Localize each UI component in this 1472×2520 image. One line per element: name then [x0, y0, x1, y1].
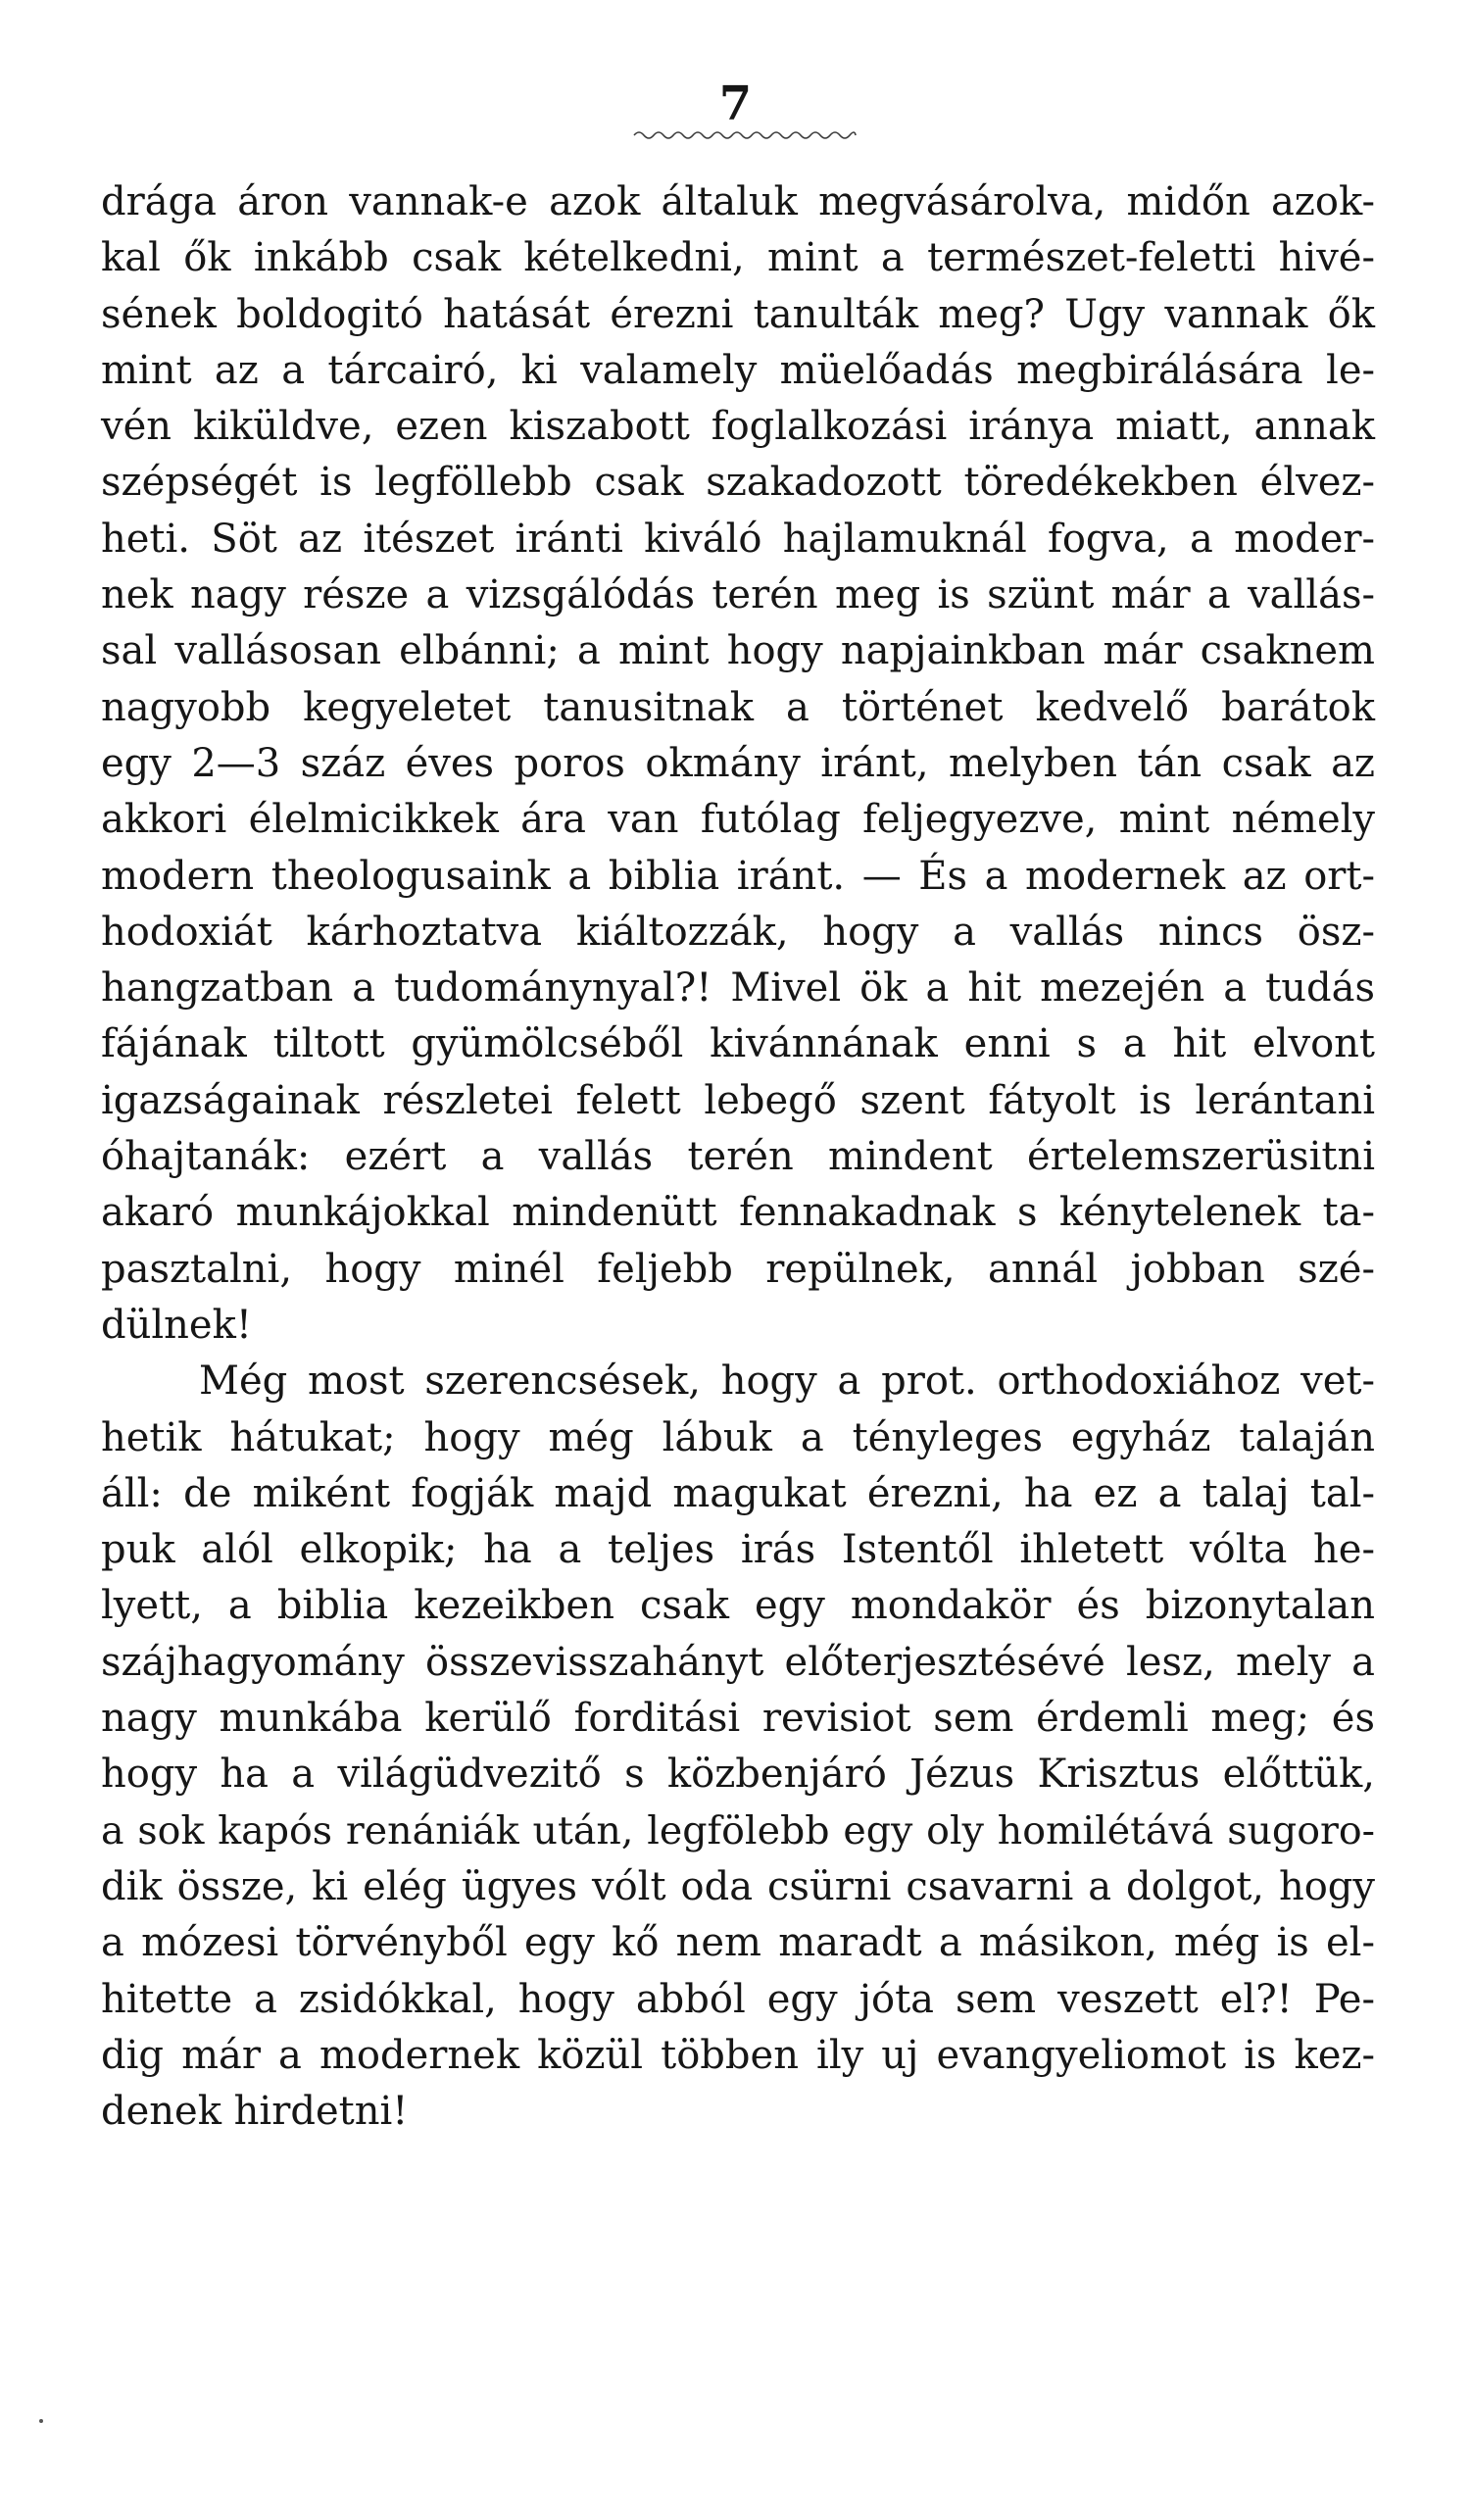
text-line: dik össze, ki elég ügyes vólt oda csürni csavarni a dolgot, hogy [101, 1863, 1375, 1909]
text-line: fájának tiltott gyümölcséből kivánnának enni s a hit elvont [101, 1021, 1375, 1067]
text-line: nagy munkába kerülő forditási revisiot sem érdemli meg; és [101, 1696, 1375, 1742]
text-line: sének boldogitó hatását érezni tanulták meg? Ugy vannak ők [101, 291, 1375, 337]
text-line: óhajtanák: ezért a vallás terén mindent értelemszerüsitni [101, 1134, 1375, 1180]
text-line: heti. Söt az itészet iránti kiváló hajlamuknál fogva, a moder- [101, 516, 1375, 562]
text-line: mint az a tárcairó, ki valamely müelőadás megbirálására le- [101, 347, 1375, 393]
body-text [101, 174, 1375, 2140]
paragraph-1 [101, 174, 1375, 1354]
text-line: vén kiküldve, ezen kiszabott foglalkozási iránya miatt, annak [101, 404, 1375, 450]
text-line: hogy ha a világüdvezitő s közbenjáró Jézus Krisztus előttük, [101, 1752, 1375, 1798]
text-line: kal ők inkább csak kételkedni, mint a természet-feletti hivé- [101, 235, 1375, 281]
page-number: 7 [718, 76, 754, 131]
text-line: modern theologusaink a biblia iránt. — És a modernek az ort- [101, 853, 1375, 899]
text-line: egy 2—3 száz éves poros okmány iránt, melyben tán csak az [101, 740, 1375, 786]
text-line: hetik hátukat; hogy még lábuk a tényleges egyház talaján [101, 1414, 1375, 1460]
wavy-ornament-icon [632, 128, 858, 142]
text-line: drága áron vannak-e azok általuk megvásárolva, midőn azok- [101, 179, 1375, 224]
text-line: nagyobb kegyeletet tanusitnak a történet kedvelő barátok [101, 684, 1375, 730]
text-line: puk alól elkopik; ha a teljes irás Istentől ihletett vólta he- [101, 1527, 1375, 1573]
text-line: pasztalni, hogy minél feljebb repülnek, annál jobban szé- [101, 1246, 1375, 1292]
text-line: a sok kapós renániák után, legfölebb egy oly homilétává sugoro- [101, 1807, 1375, 1853]
text-line: denek hirdetni! [101, 2089, 409, 2135]
text-line: akkori élelmicikkek ára van futólag feljegyezve, mint némely [101, 797, 1375, 843]
text-line: a mózesi törvényből egy kő nem maradt a másikon, még is el- [101, 1920, 1375, 1966]
text-line: áll: de miként fogják majd magukat érezni, ha ez a talaj tal- [101, 1470, 1375, 1516]
text-line: Még most szerencsések, hogy a prot. orthodoxiához vet- [199, 1359, 1375, 1405]
text-line: szájhagyomány összevisszahányt előterjesztésévé lesz, mely a [101, 1639, 1375, 1685]
text-line: akaró munkájokkal mindenütt fennakadnak s kénytelenek ta- [101, 1190, 1375, 1236]
text-line: hodoxiát kárhoztatva kiáltozzák, hogy a vallás nincs ösz- [101, 909, 1375, 955]
text-line: dülnek! [101, 1302, 252, 1348]
text-line: sal vallásosan elbánni; a mint hogy napjainkban már csaknem [101, 628, 1375, 674]
text-line: hitette a zsidókkal, hogy abból egy jóta sem veszett el?! Pe- [101, 1976, 1375, 2022]
text-line: szépségét is legföllebb csak szakadozott töredékekben élvez- [101, 460, 1375, 506]
text-line: dig már a modernek közül többen ily uj evangyeliomot is kez- [101, 2032, 1375, 2078]
text-line: lyett, a biblia kezeikben csak egy mondakör és bizonytalan [101, 1583, 1375, 1629]
text-line: nek nagy része a vizsgálódás terén meg is szünt már a vallás- [101, 572, 1375, 618]
paper-speck [39, 2419, 43, 2423]
paragraph-2 [101, 1354, 1375, 2140]
text-line: igazságainak részletei felett lebegő szent fátyolt is lerántani [101, 1077, 1375, 1123]
text-line: hangzatban a tudománynyal?! Mivel ök a hit mezején a tudás [101, 965, 1375, 1012]
